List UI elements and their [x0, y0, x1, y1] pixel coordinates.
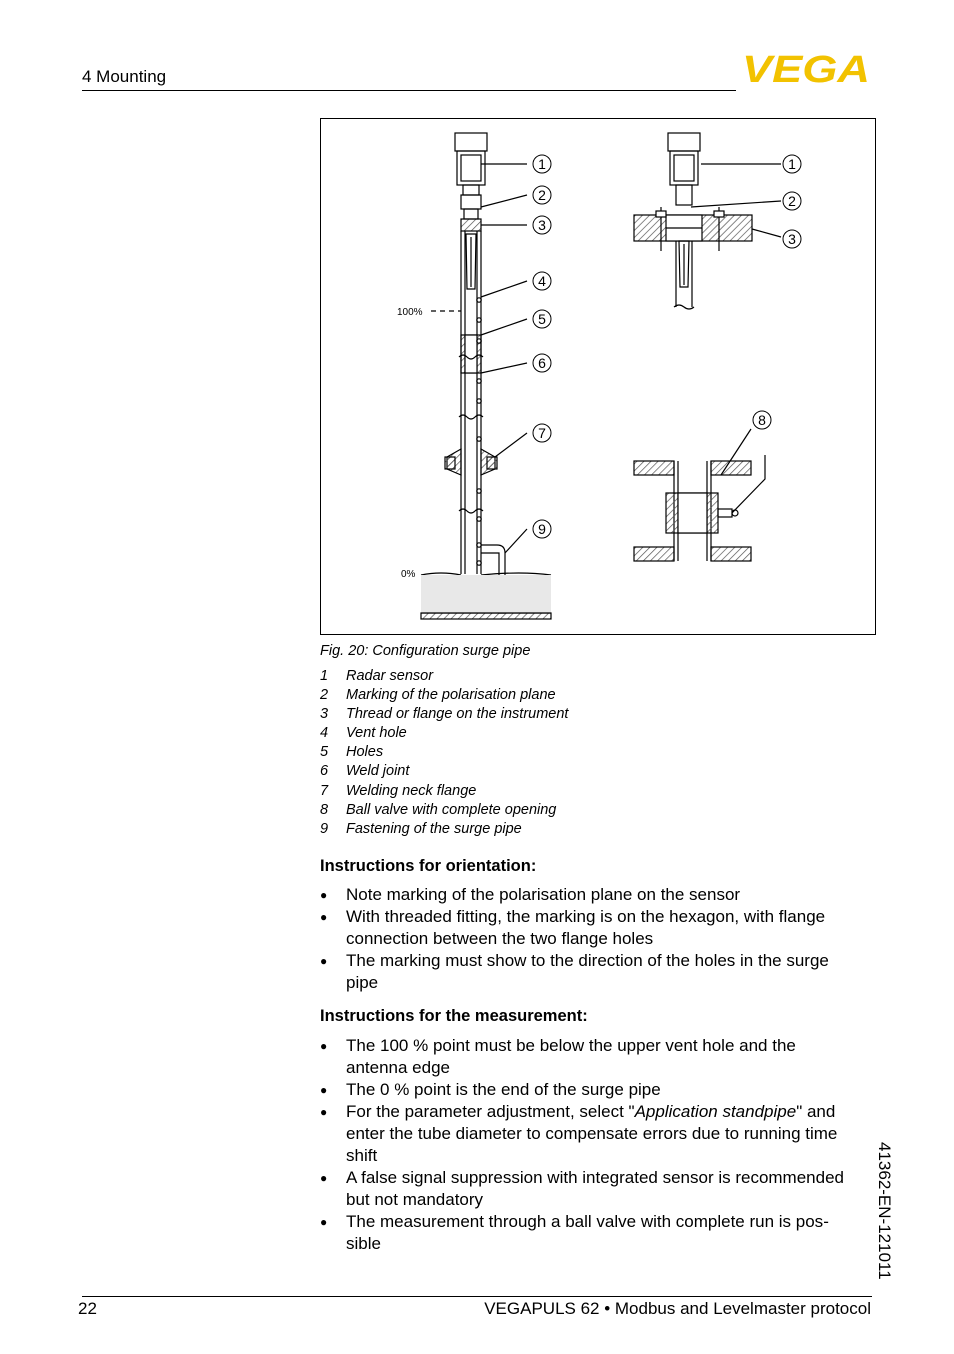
legend-item: 7 Welding neck flange [320, 782, 477, 799]
legend-item: 4 Vent hole [320, 725, 407, 742]
callout-9 [533, 520, 551, 538]
svg-text:2: 2 [788, 193, 796, 209]
orientation-heading: Instructions for orientation: [320, 857, 537, 875]
application-standpipe-term: Application standpipe [634, 1102, 797, 1121]
section-title: 4 Mounting [82, 67, 167, 86]
figure-legend [320, 667, 568, 839]
list-item: ● The 0 % point is the end of the surge pipe [320, 1079, 855, 1101]
svg-text:7: 7 [538, 425, 546, 441]
footer-rule [82, 1296, 872, 1297]
legend-item: 2 Marking of the polarisation plane [320, 687, 556, 704]
list-item: ● For the parameter adjustment, select "Application standpipe" and enter the tube diameter to compensate errors due to running time shift [320, 1101, 855, 1167]
vega-logo [742, 52, 872, 84]
callout-1-left [533, 155, 551, 173]
logo-text: VEGA [742, 52, 870, 84]
radar-sensor-right [634, 133, 752, 309]
ball-valve [634, 455, 765, 561]
level-0-label: 0% [401, 569, 416, 580]
list-item: ● The 100 % point must be below the upper vent hole and the antenna edge [320, 1035, 855, 1079]
legend-item: 9 Fastening of the surge pipe [320, 820, 522, 837]
measurement-heading: Instructions for the measurement: [320, 1007, 588, 1025]
svg-text:5: 5 [538, 311, 546, 327]
svg-text:2: 2 [538, 187, 546, 203]
callout-3-right [783, 230, 801, 248]
callout-2-right [783, 192, 801, 210]
svg-text:6: 6 [538, 355, 546, 371]
svg-text:8: 8 [758, 412, 766, 428]
callout-6 [533, 354, 551, 372]
callout-3-left [533, 216, 551, 234]
header-rule [82, 90, 736, 91]
callout-8 [753, 411, 771, 429]
page-number: 22 [78, 1299, 97, 1318]
document-code: 41362-EN-121011 [875, 1142, 894, 1280]
callout-7 [533, 424, 551, 442]
svg-text:3: 3 [538, 217, 546, 233]
callout-2-left [533, 186, 551, 204]
legend-item: 3 Thread or flange on the instrument [320, 706, 569, 723]
svg-text:3: 3 [788, 231, 796, 247]
surge-pipe-left [445, 231, 497, 574]
svg-text:4: 4 [538, 273, 546, 289]
level-100-label: 100% [397, 307, 423, 318]
list-item: ● The measurement through a ball valve with complete run is possible [320, 1211, 855, 1255]
measurement-list [320, 1035, 855, 1255]
svg-text:1: 1 [788, 156, 796, 172]
legend-item: 5 Holes [320, 744, 384, 761]
tank-bottom [421, 573, 551, 619]
legend-item: 6 Weld joint [320, 763, 410, 780]
threaded-hexagon [461, 219, 481, 231]
svg-text:1: 1 [538, 156, 546, 172]
orientation-list [320, 884, 855, 994]
legend-item: 8 Ball valve with complete opening [320, 801, 557, 818]
figure-caption: Fig. 20: Configuration surge pipe [320, 643, 531, 659]
document-title: VEGAPULS 62 • Modbus and Levelmaster protocol [484, 1299, 871, 1318]
list-item: ● With threaded fitting, the marking is on the hexagon, with flange connection between the two flange holes [320, 906, 855, 950]
callout-5 [533, 310, 551, 328]
list-item: ● The marking must show to the direction of the holes in the surge pipe [320, 950, 855, 994]
callout-1-right [783, 155, 801, 173]
list-item: ● Note marking of the polarisation plane on the sensor [320, 884, 855, 906]
svg-text:9: 9 [538, 521, 546, 537]
list-item: ● A false signal suppression with integrated sensor is recommended but not mandatory [320, 1167, 855, 1211]
legend-item: 1 Radar sensor [320, 668, 434, 684]
surge-pipe-diagram [321, 119, 875, 634]
callout-4 [533, 272, 551, 290]
